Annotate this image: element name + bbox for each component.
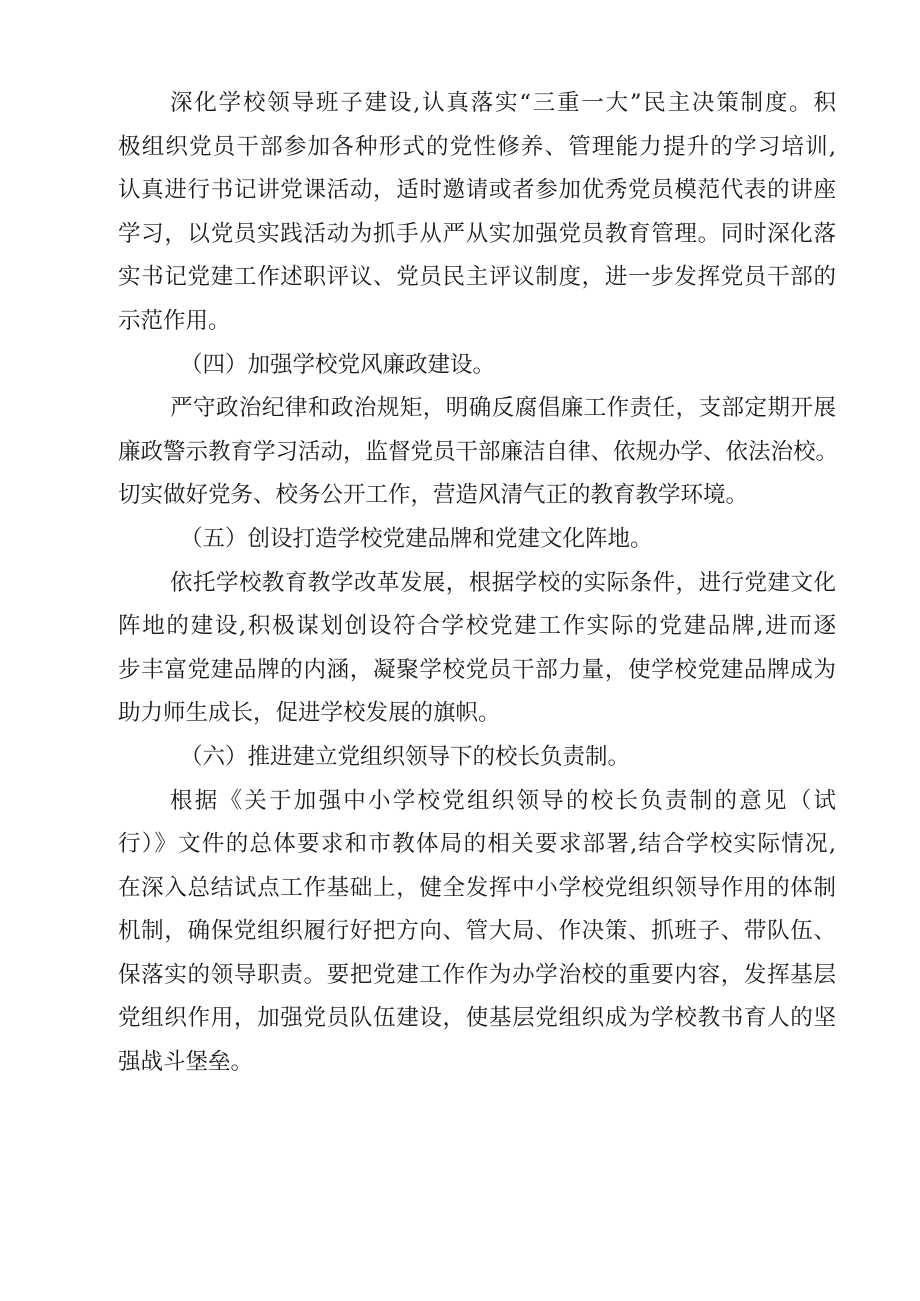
text-line: 步丰富党建品牌的内涵，凝聚学校党员干部力量，使学校党建品牌成为 <box>118 656 836 683</box>
text-line: 严守政治纪律和政治规矩，明确反腐倡廉工作责任，支部定期开展 <box>170 395 836 422</box>
text-line: 认真进行书记讲党课活动，适时邀请或者参加优秀党员模范代表的讲座 <box>118 177 836 204</box>
text-line: 实书记党建工作述职评议、党员民主评议制度，进一步发挥党员干部的 <box>118 264 836 291</box>
text-line: 强战斗堡垒。 <box>118 1049 254 1076</box>
text-line: 行）》文件的总体要求和市教体局的相关要求部署,结合学校实际情况, <box>118 831 836 858</box>
text-line: 极组织党员干部参加各种形式的党性修养、管理能力提升的学习培训, <box>118 133 836 160</box>
text-line: 廉政警示教育学习活动，监督党员干部廉洁自律、依规办学、依法治校。 <box>118 438 839 465</box>
text-line: 切实做好党务、校务公开工作，营造风清气正的教育教学环境。 <box>118 482 749 509</box>
paragraph-principal-responsibility <box>118 780 836 1085</box>
text-line: 深化学校领导班子建设,认真落实“三重一大”民主决策制度。积 <box>170 90 836 116</box>
text-line: 阵地的建设,积极谋划创设符合学校党建工作实际的党建品牌,进而逐 <box>118 613 836 640</box>
text-line: 在深入总结试点工作基础上，健全发挥中小学校党组织领导作用的体制 <box>118 874 836 901</box>
text-line: 保落实的领导职责。要把党建工作作为办学治校的重要内容，发挥基层 <box>118 961 836 988</box>
paragraph-party-brand <box>118 562 836 736</box>
text-line: 学习，以党员实践活动为抓手从严从实加强党员教育管理。同时深化落 <box>118 220 836 247</box>
text-line: 示范作用。 <box>118 307 231 334</box>
section-heading-6: （六）推进建立党组织领导下的校长负责制。 <box>180 743 631 770</box>
paragraph-party-leadership <box>118 82 836 344</box>
text-line: 党组织作用，加强党员队伍建设，使基层党组织成为学校教书育人的坚 <box>118 1005 836 1032</box>
text-line: 根据《关于加强中小学校党组织领导的校长负责制的意见（试 <box>170 787 836 814</box>
text-line: 机制，确保党组织履行好把方向、管大局、作决策、抓班子、带队伍、 <box>118 918 836 945</box>
paragraph-integrity <box>118 387 839 518</box>
document-body <box>118 82 839 1085</box>
text-line: 助力师生成长，促进学校发展的旗帜。 <box>118 700 501 727</box>
section-heading-4: （四）加强学校党风廉政建设。 <box>180 351 496 378</box>
section-heading-5: （五）创设打造学校党建品牌和党建文化阵地。 <box>180 525 653 552</box>
text-line: 依托学校教育教学改革发展，根据学校的实际条件，进行党建文化 <box>170 569 836 596</box>
